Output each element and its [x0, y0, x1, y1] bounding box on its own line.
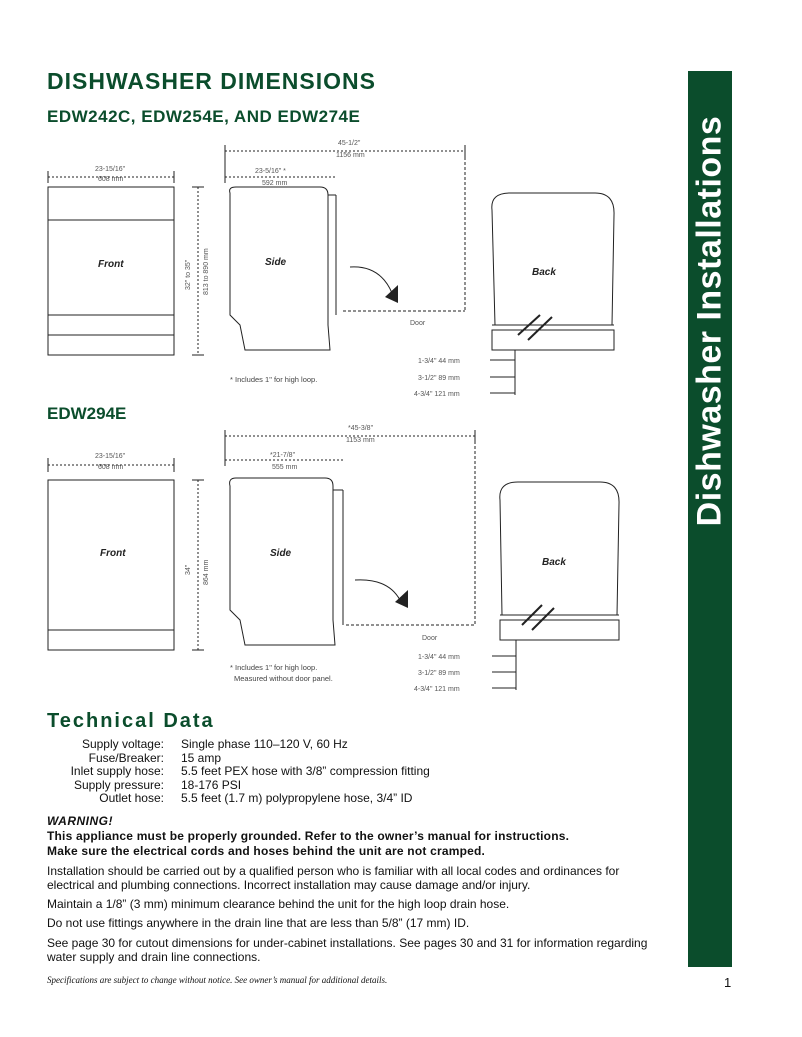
warning-text — [47, 829, 647, 858]
page-title: DISHWASHER DIMENSIONS — [47, 68, 376, 94]
high-loop-note: * Includes 1" for high loop. — [230, 663, 318, 672]
spec-label: Supply pressure: — [73, 777, 164, 792]
side-view-outline — [230, 187, 330, 350]
warning-line-1: This appliance must be properly grounded. Refer to the owner’s manual for instructions. — [47, 829, 570, 843]
model-edw294e-heading: EDW294E — [47, 404, 127, 423]
open-depth-in: *45-3/8" — [348, 425, 374, 432]
spec-row — [47, 738, 430, 752]
clearance-3: 4-3/4" 121 mm — [414, 391, 460, 398]
clearance-2: 3-1/2" 89 mm — [418, 375, 460, 382]
sidebar-label-wrap — [688, 71, 732, 571]
side-view-outline — [230, 478, 335, 645]
spec-label: Outlet hose: — [99, 791, 164, 805]
depth-in: *21-7/8" — [270, 452, 296, 459]
width-mm: 608 mm — [98, 464, 124, 471]
open-depth-mm: 1153 mm — [346, 437, 375, 444]
installation-paragraph: Installation should be carried out by a qualified person who is familiar with all local codes and ordinances for electrical and plumbing connections. Incorrect installation may cause damage and/or injury. — [47, 864, 620, 892]
spec-label: Supply voltage: — [81, 737, 164, 751]
technical-data-heading: Technical Data — [47, 710, 215, 732]
back-label: Back — [542, 557, 566, 568]
clearance-paragraph: Maintain a 1/8” (3 mm) minimum clearance behind the unit for the high loop drain hose. — [47, 897, 510, 911]
back-view-outline — [500, 482, 619, 615]
door-label: Door — [422, 635, 438, 642]
depth-mm: 555 mm — [272, 464, 298, 471]
back-label: Back — [532, 267, 556, 278]
spec-value: Single phase 110–120 V, 60 Hz — [181, 737, 348, 751]
spec-row — [47, 752, 430, 766]
clearance-1: 1-3/4" 44 mm — [418, 654, 460, 661]
height-mm: 813 to 890 mm — [203, 248, 210, 295]
clearance-2: 3-1/2" 89 mm — [418, 670, 460, 677]
spec-value: 18-176 PSI — [181, 777, 242, 792]
high-loop-note: * Includes 1" for high loop. — [230, 375, 318, 384]
depth-mm: 592 mm — [262, 180, 288, 187]
diagram-edw242c — [40, 135, 630, 405]
spec-row — [47, 779, 430, 793]
back-view-outline — [492, 193, 614, 325]
footnote: Specifications are subject to change without notice. See owner’s manual for additional details. — [47, 975, 388, 985]
door-label: Door — [410, 320, 426, 327]
warning-heading: WARNING! — [47, 814, 113, 828]
spec-label: Fuse/Breaker: — [88, 750, 164, 765]
model-subtitle: EDW242C, EDW254E, AND EDW274E — [47, 107, 361, 126]
open-depth-in: 45-1/2" — [338, 140, 361, 147]
clearance-3: 4-3/4" 121 mm — [414, 686, 460, 693]
spec-value: 5.5 feet PEX hose with 3/8” compression fitting — [181, 764, 430, 778]
front-label: Front — [100, 548, 126, 559]
open-depth-mm: 1156 mm — [336, 152, 365, 159]
width-in: 23-15/16" — [95, 166, 126, 173]
spec-table — [47, 738, 430, 806]
door-panel-note: Measured without door panel. — [234, 674, 333, 683]
front-view-outline — [48, 187, 174, 355]
side-label: Side — [270, 548, 292, 559]
spec-row — [47, 765, 430, 779]
clearance-1: 1-3/4" 44 mm — [418, 358, 460, 365]
sidebar-label: Dishwasher Installations — [690, 115, 729, 527]
depth-in: 23-5/16" * — [255, 168, 286, 175]
height-in: 32" to 35" — [185, 259, 192, 290]
height-mm: 864 mm — [203, 559, 210, 585]
width-mm: 608 mm — [98, 176, 124, 183]
cutout-paragraph: See page 30 for cutout dimensions for under-cabinet installations. See pages 30 and 31 for information regarding water supply and drain line connections. — [47, 936, 648, 964]
width-in: 23-15/16" — [95, 453, 126, 460]
page-number: 1 — [724, 975, 732, 990]
height-in: 34" — [185, 564, 192, 575]
front-view-outline — [48, 480, 174, 650]
diagram-edw294e — [40, 420, 630, 700]
spec-row — [47, 792, 430, 806]
fittings-paragraph: Do not use fittings anywhere in the drain line that are less than 5/8” (17 mm) ID. — [47, 916, 470, 930]
warning-line-2: Make sure the electrical cords and hoses behind the unit are not cramped. — [47, 843, 486, 858]
side-label: Side — [265, 257, 287, 268]
spec-value: 15 amp — [181, 750, 222, 765]
spec-label: Inlet supply hose: — [70, 764, 164, 778]
front-label: Front — [98, 259, 124, 270]
spec-value: 5.5 feet (1.7 m) polypropylene hose, 3/4” ID — [181, 791, 413, 805]
